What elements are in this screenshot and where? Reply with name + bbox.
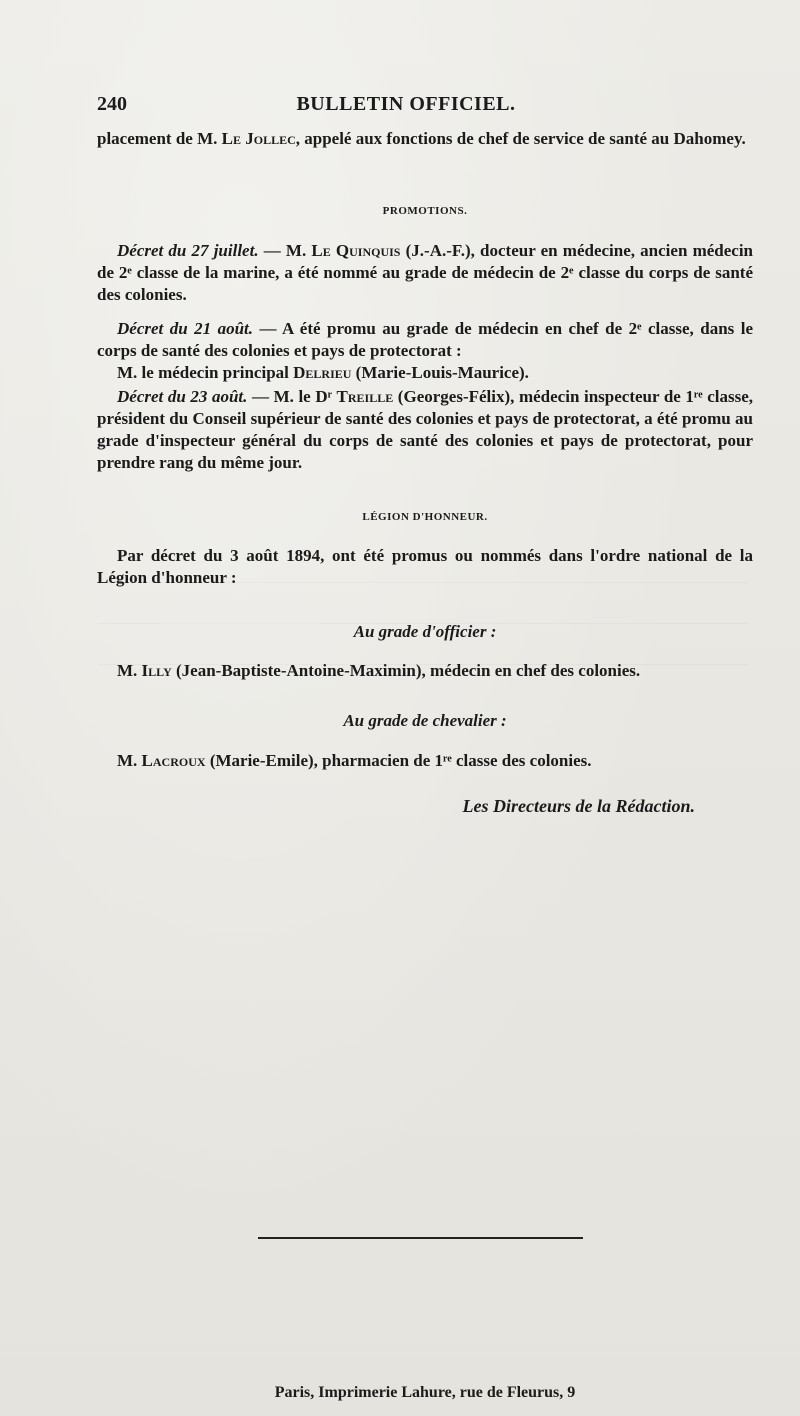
promotion-paragraph-1 [97,240,753,306]
person-name: Le Jollec [221,129,296,148]
decree-date: Décret du 21 août. [117,319,254,338]
text-run: — M. le Dʳ [247,387,337,406]
promotions-heading: PROMOTIONS. [382,205,468,217]
continuation-paragraph [97,128,753,150]
chevalier-entry [97,750,753,772]
person-name: Treille [336,387,394,406]
text-run: (Marie-Emile), pharmacien de 1ʳᵉ classe des colonies. [205,751,592,770]
officier-title: Au grade d'officier : [353,622,497,641]
decree-date: Décret du 23 août. [117,387,248,406]
officier-entry [97,660,753,682]
promotion-paragraph-2 [97,318,753,384]
person-name: Lacroux [141,751,206,770]
legion-intro [97,545,753,589]
continuation-rest: , appelé aux fonctions de chef de service de santé au Dahomey. [295,129,746,148]
text-run: M. [117,661,142,680]
signature: Les Directeurs de la Rédaction. [462,796,695,816]
text-run: (Jean-Baptiste-Antoine-Maximin), médecin en chef des colonies. [171,661,641,680]
text-run: M. [117,751,142,770]
text-run: (J.-A.-F.), docteur en médecine, ancien médecin de 2ᵉ classe de la marine, a été nommé au grade de médecin de 2ᵉ classe du corps de santé des colonies. [97,241,753,304]
footer-rule [258,1237,583,1239]
legion-heading: LÉGION D'HONNEUR. [362,511,488,523]
promotion-paragraph-3 [97,386,753,474]
running-title: BULLETIN OFFICIEL. [296,93,516,115]
person-name: Illy [141,661,172,680]
text-run: — A été promu au grade de médecin en chef de 2ᵉ classe, dans le corps de santé des colonies et pays de protectorat : [97,319,753,360]
legion-intro-text: Par décret du 3 août 1894, ont été promus ou nommés dans l'ordre national de la Légion d'honneur : [97,546,753,587]
person-name: Delrieu [293,363,352,382]
text-run: (Marie-Louis-Maurice). [351,363,529,382]
chevalier-title: Au grade de chevalier : [343,711,507,730]
text-run: — M. [258,241,312,260]
page-number: 240 [97,93,127,115]
text-run: (Georges-Félix), médecin inspecteur de 1ʳᵉ classe, président du Conseil supérieur de santé des colonies et pays de protectorat, a été promu au grade d'inspecteur général du corps de santé des colonies et pays de protectorat, pour prendre rang du même jour. [97,387,754,472]
imprint-line: Paris, Imprimerie Lahure, rue de Fleurus, 9 [274,1384,576,1401]
page-header [97,93,715,119]
person-name: Le Quinquis [311,241,401,260]
text-run: M. le médecin principal [117,363,294,382]
continuation-lead: placement de M. [97,129,222,148]
decree-date: Décret du 27 juillet. [117,241,259,260]
